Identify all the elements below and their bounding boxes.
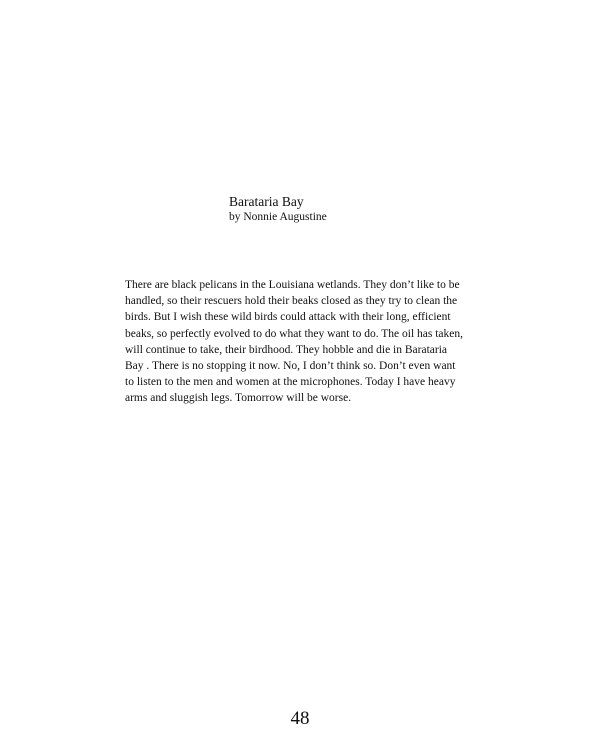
poem-line: to listen to the men and women at the microphones. Today I have heavy — [125, 376, 456, 389]
poem-title: Barataria Bay — [229, 194, 304, 209]
poem-line: handled, so their rescuers hold their beaks closed as they try to clean the — [125, 295, 458, 308]
poem-line: will continue to take, their birdhood. They hobble and die in Barataria — [125, 343, 448, 356]
title-block — [229, 194, 489, 224]
page-number: 48 — [290, 708, 310, 729]
poem-line: beaks, so perfectly evolved to do what they want to do. The oil has taken, — [125, 327, 463, 340]
poem-line: Bay . There is no stopping it now. No, I don’t think so. Don’t even want — [125, 360, 456, 373]
poem-line: birds. But I wish these wild birds could attack with their long, efficient — [125, 311, 451, 324]
poem-author: by Nonnie Augustine — [229, 211, 327, 223]
poem-body — [125, 277, 505, 407]
poem-line: arms and sluggish legs. Tomorrow will be worse. — [125, 392, 352, 405]
poem-line: There are black pelicans in the Louisiana wetlands. They don’t like to be — [125, 279, 460, 291]
